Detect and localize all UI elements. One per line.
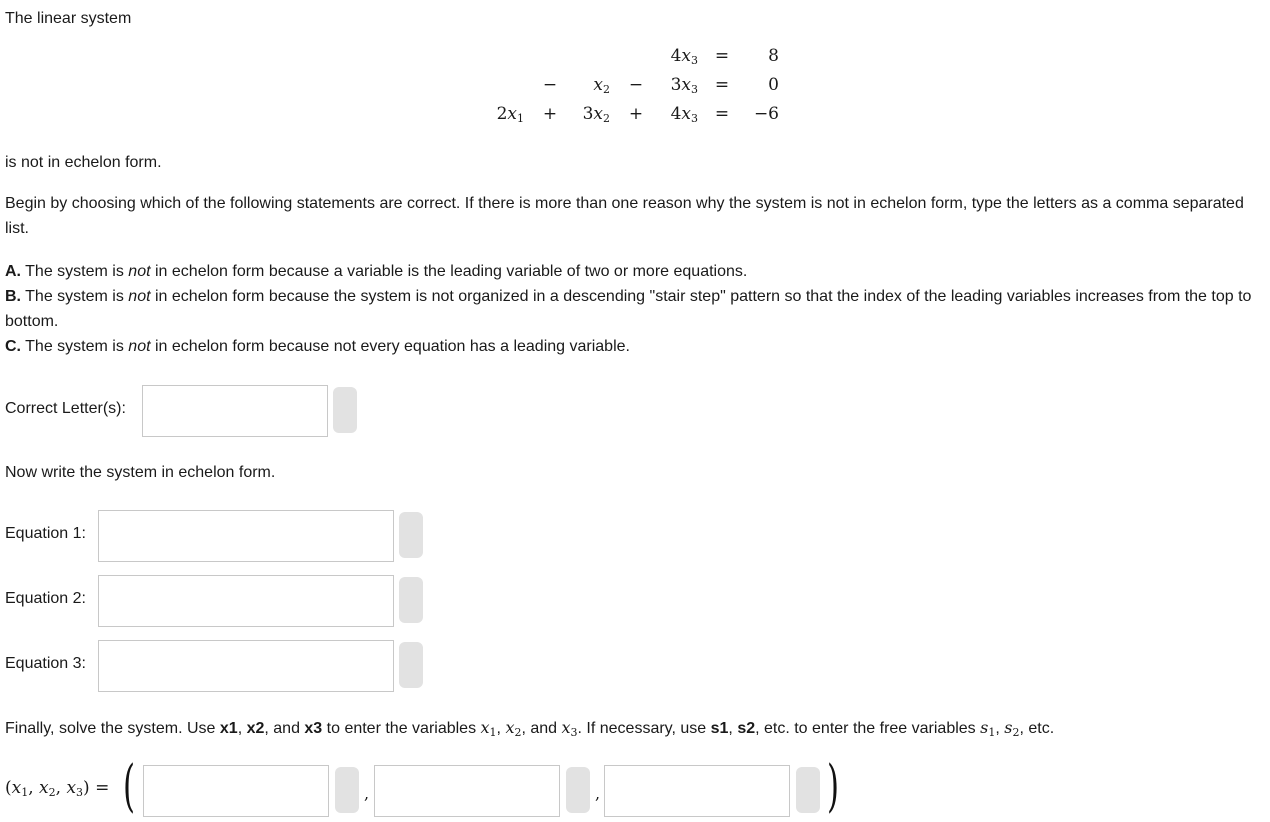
row2-op1: −	[542, 75, 558, 95]
solve-math-s1: $s_1$	[980, 718, 996, 739]
option-a-pre: The system is	[25, 263, 129, 280]
tuple-input-2[interactable]	[374, 765, 560, 817]
equation-1-label: Equation 1:	[5, 525, 86, 542]
solve-instructions	[5, 715, 1256, 741]
tuple-lhs: ($x_1$, $x_2$, $x_3$) =	[5, 778, 110, 799]
equation-1-feedback-button[interactable]	[399, 512, 423, 558]
equation-3-feedback-button[interactable]	[399, 642, 423, 688]
tuple-input-3[interactable]	[604, 765, 790, 817]
equation-2-label: Equation 2:	[5, 590, 86, 607]
option-b	[5, 284, 1256, 334]
solve-s1-code: s1	[710, 720, 729, 737]
option-a-emph: not	[128, 263, 151, 280]
row3-term1: $2x_1$	[496, 104, 524, 125]
row1-rhs: 8	[768, 46, 779, 66]
tuple-input-3-feedback-button[interactable]	[796, 767, 820, 813]
row2-term2: $x_2$	[593, 75, 610, 96]
system-row-3	[480, 104, 800, 133]
correct-letters-input[interactable]	[142, 385, 328, 437]
correct-letters-label: Correct Letter(s):	[5, 400, 126, 417]
row1-relation: =	[714, 46, 730, 66]
options-list	[5, 259, 1256, 359]
equation-3-label: Equation 3:	[5, 655, 86, 672]
tuple-close-paren: )	[827, 754, 840, 819]
solve-sep-2: , and	[264, 720, 305, 737]
row2-relation: =	[714, 75, 730, 95]
solve-x3-code: x3	[304, 720, 323, 737]
option-a	[5, 259, 1256, 284]
solve-text-1: Finally, solve the system. Use	[5, 720, 220, 737]
option-c-letter: C.	[5, 338, 21, 355]
solve-x2-code: x2	[246, 720, 265, 737]
option-a-letter: A.	[5, 263, 21, 280]
system-row-2	[480, 75, 800, 104]
solve-math-sep-3: ,	[995, 720, 1005, 737]
tuple-input-1-feedback-button[interactable]	[335, 767, 359, 813]
system-row-1	[480, 46, 800, 75]
row3-op2: +	[628, 104, 644, 124]
equation-3-input[interactable]	[98, 640, 394, 692]
option-a-post: in echelon form because a variable is the leading variable of two or more equations.	[150, 263, 748, 280]
row2-rhs: 0	[768, 75, 779, 95]
option-c-emph: not	[128, 338, 151, 355]
solve-x1-code: x1	[219, 720, 238, 737]
equation-1-input[interactable]	[98, 510, 394, 562]
option-c-post: in echelon form because not every equation has a leading variable.	[150, 338, 630, 355]
solve-math-x1: $x_1$	[480, 718, 497, 739]
equation-2-feedback-button[interactable]	[399, 577, 423, 623]
solve-sep-1: ,	[237, 720, 247, 737]
instructions-text: Begin by choosing which of the following statements are correct. If there is more than one reason why the system is not in echelon form, type the letters as a comma separated list.	[5, 195, 1244, 237]
row3-relation: =	[714, 104, 730, 124]
solve-sep-3: ,	[728, 720, 738, 737]
solve-math-x3: $x_3$	[561, 718, 578, 739]
correct-letters-feedback-button[interactable]	[333, 387, 357, 433]
tuple-input-1[interactable]	[143, 765, 329, 817]
solve-math-sep-2: , and	[521, 720, 562, 737]
solve-text-4: , etc. to enter the free variables	[755, 720, 981, 737]
tuple-comma-1: ,	[364, 784, 370, 803]
intro-text: The linear system	[5, 10, 132, 27]
row3-term3: $4x_3$	[670, 104, 698, 125]
option-b-pre: The system is	[25, 288, 129, 305]
row1-term3: $4x_3$	[670, 46, 698, 67]
row3-rhs: −6	[753, 104, 779, 124]
echelon-prompt-text: Now write the system in echelon form.	[5, 464, 276, 481]
solve-text-2: to enter the variables	[322, 720, 481, 737]
option-b-emph: not	[128, 288, 151, 305]
row2-term3: $3x_3$	[670, 75, 698, 96]
option-b-letter: B.	[5, 288, 21, 305]
row3-term2: $3x_2$	[582, 104, 610, 125]
tuple-input-2-feedback-button[interactable]	[566, 767, 590, 813]
row2-op2: −	[628, 75, 644, 95]
tuple-open-paren: (	[123, 754, 136, 819]
solve-s2-code: s2	[737, 720, 756, 737]
tuple-comma-2: ,	[595, 784, 601, 803]
row3-op1: +	[542, 104, 558, 124]
solve-text-3: . If necessary, use	[577, 720, 711, 737]
option-b-post: in echelon form because the system is not organized in a descending "stair step" pattern so that the index of the leading variables increases from the top to bottom.	[5, 288, 1252, 330]
solve-text-5: , etc.	[1019, 720, 1055, 737]
option-c	[5, 334, 1256, 359]
solve-math-s2: $s_2$	[1004, 718, 1020, 739]
solve-math-sep-1: ,	[496, 720, 506, 737]
option-c-pre: The system is	[25, 338, 129, 355]
solve-math-x2: $x_2$	[505, 718, 522, 739]
equation-2-input[interactable]	[98, 575, 394, 627]
not-echelon-text: is not in echelon form.	[5, 154, 162, 171]
